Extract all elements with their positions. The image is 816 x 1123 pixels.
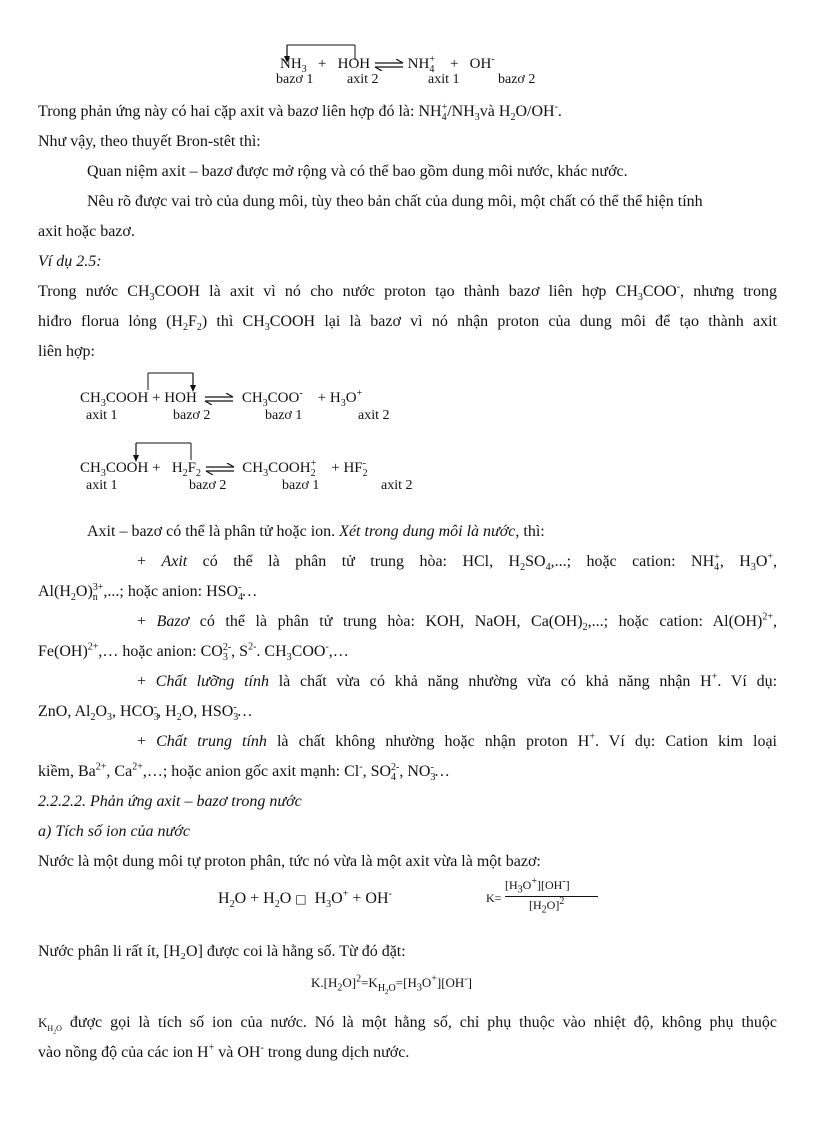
paragraph-base-2: Fe(OH)$^{2+}$,… hoặc anion: $CO_3^{2-}$, $S^{2-}$. $CH_3COO^-,\dots$: [38, 641, 349, 664]
paragraph-neutral: + Chất trung tính là chất không nhường hoặc nhận proton H+. Ví dụ: Cation kim loại: [137, 731, 778, 750]
equation-1-label-4: bazơ 2: [498, 72, 536, 87]
equation-3: $CH_3COOH$ + $H_2F_2$ $CH_3COOH_2^+$ + $HF_2^-$: [80, 458, 368, 479]
paragraph-concept-2: Nêu rõ được vai trò của dung môi, tùy theo bản chất của dung môi, một chất có thể thể hiện tính: [87, 193, 703, 210]
paragraph-base: + Bazơ có thể là phân tử trung hòa: KOH, NaOH, $Ca(OH)_2$,...; hoặc cation: Al(OH)$^{2+}$,: [137, 611, 778, 634]
paragraph-example-1: Trong nước $CH_3COOH$ là axit vì nó cho nước proton tạo thành bazơ liên hợp $CH_3COO^-$, nhưng trong: [38, 281, 778, 304]
example-heading: Ví dụ 2.5:: [38, 253, 102, 270]
equation-2: $CH_3COOH$ + HOH $CH_3COO^-$ + $H_3O^+$: [80, 388, 363, 409]
paragraph-amphoteric: + Chất lưỡng tính là chất vừa có khả năng nhường vừa có khả năng nhận H+. Ví dụ:: [137, 671, 778, 690]
paragraph-example-3: liên hợp:: [38, 343, 95, 360]
paragraph-concept-1: Quan niệm axit – bazơ được mở rộng và có thể bao gồm dung môi nước, khác nước.: [87, 163, 628, 180]
equation-1: $NH_3$ + HOH $NH_4^+$ + OH-: [280, 54, 495, 75]
equation-3-label-2: bazơ 2: [189, 478, 227, 493]
paragraph-amphoteric-2: ZnO, $Al_2O_3$, $HCO_3^-$, $H_2O$, $HSO_3^-\dots$: [38, 701, 253, 724]
equilibrium-arrow-icon: [204, 393, 234, 405]
equation-2-label-1: axit 1: [86, 408, 118, 423]
equation-2-label-4: axit 2: [358, 408, 390, 423]
equation-water: $H_2O + H_2O$ □ $H_3O^+ + OH^-$: [218, 888, 392, 911]
paragraph-kw: $K_{H_2O}$ được gọi là tích số ion của nước. Nó là một hằng số, chỉ phụ thuộc vào nhiệt độ, không phụ thuộc: [38, 1014, 778, 1036]
equation-1-label-1: bazơ 1: [276, 72, 314, 87]
paragraph-acid: + Axit có thể là phân tử trung hòa: HCl, $H_2SO_4$,...; hoặc cation: $NH_4^+$, $H_3O^+$,: [137, 551, 778, 574]
paragraph-dissociation: Nước phân li rất ít, [H₂O] được coi là hằng số. Từ đó đặt:: [38, 943, 406, 960]
equation-1-label-3: axit 1: [428, 72, 460, 87]
section-heading: 2.2.2.2. Phản ứng axit – bazơ trong nước: [38, 793, 302, 810]
paragraph-types: Axit – bazơ có thể là phân tử hoặc ion. Xét trong dung môi là nước, thì:: [87, 523, 545, 540]
paragraph-neutral-2: kiềm, $Ba^{2+}$, $Ca^{2+},\dots$; hoặc anion gốc axit mạnh: Cl-, $SO_4^{2-}$, $NO_3^-\dots$: [38, 761, 450, 784]
paragraph-acid-2: $Al(H_2O)_n^{3+}$,...; hoặc anion: $HSO_4^-\dots$: [38, 581, 258, 604]
paragraph-water: Nước là một dung môi tự proton phân, tức nó vừa là một axit vừa là một bazơ:: [38, 853, 541, 870]
paragraph-conjugate-pairs: Trong phản ứng này có hai cặp axit và bazơ liên hợp đó là: $NH_4^+/NH_3và$ $H_2O/OH^-$.: [38, 101, 562, 124]
paragraph-concept-2b: axit hoặc bazơ.: [38, 223, 135, 240]
paragraph-kw-2: vào nồng độ của các ion H+ và OH- trong dung dịch nước.: [38, 1042, 410, 1061]
paragraph-bronsted: Như vậy, theo thuyết Bron-stêt thì:: [38, 133, 261, 150]
equation-2-label-2: bazơ 2: [173, 408, 211, 423]
equation-3-label-1: axit 1: [86, 478, 118, 493]
equilibrium-arrow-icon: [205, 463, 235, 475]
paragraph-example-2: hiđro florua lỏng $(H_2F_2)$ thì $CH_3COOH$ lại là bazơ vì nó nhận proton của dung môi để tạo thành axit: [38, 313, 777, 334]
equation-2-label-3: bazơ 1: [265, 408, 303, 423]
equation-3-label-4: axit 2: [381, 478, 413, 493]
equation-3-label-3: bazơ 1: [282, 478, 320, 493]
equilibrium-arrow-icon: [374, 59, 404, 71]
subsection-heading: a) Tích số ion của nước: [38, 823, 190, 840]
equation-1-label-2: axit 2: [347, 72, 379, 87]
equation-ion-product: $K.[H_2O]^2=K_{H_2O}=[H_3O^+][OH^-]$: [311, 973, 472, 996]
